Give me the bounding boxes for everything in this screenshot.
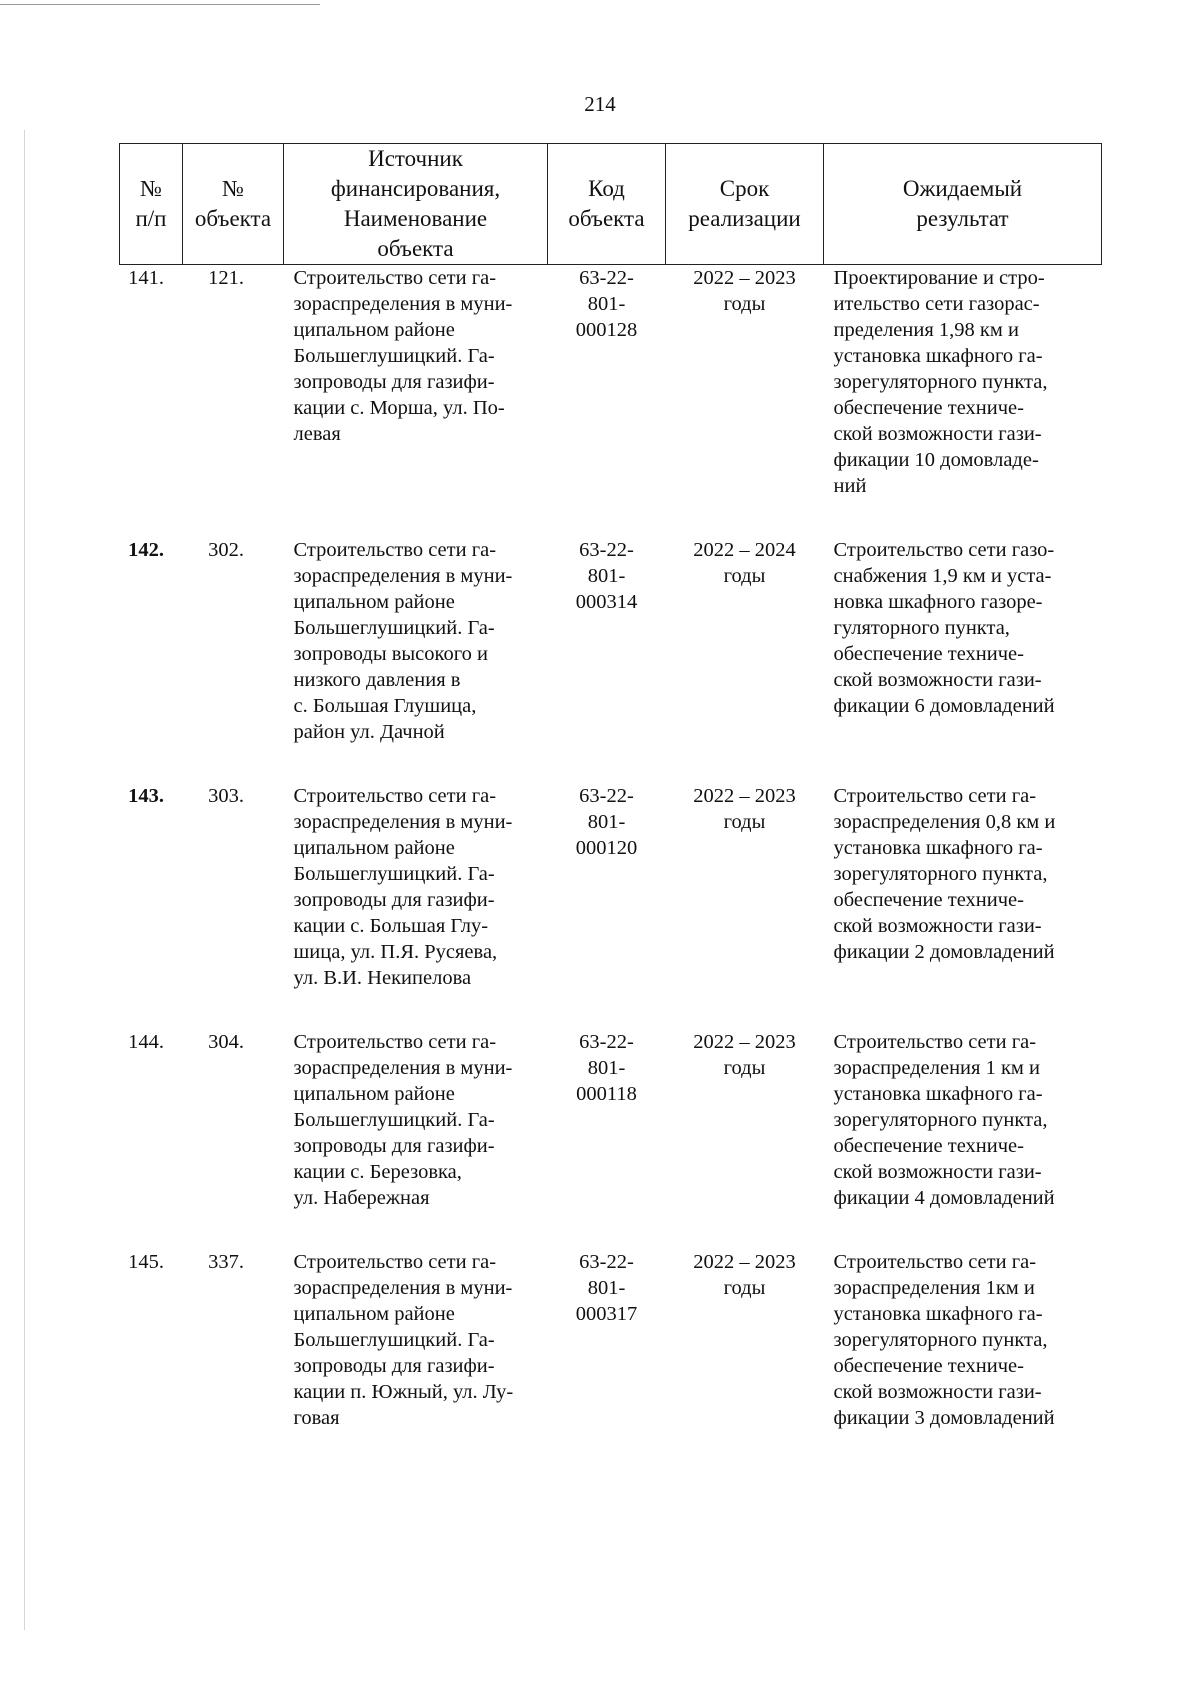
text-line: 63-22-: [579, 539, 634, 561]
text-line: 801-: [587, 1277, 626, 1299]
object-code-cell: [548, 783, 666, 1029]
text-line: ул. Набережная: [293, 1187, 430, 1209]
text-line: 000314: [575, 591, 638, 613]
investment-program-table: [119, 143, 1102, 1431]
text-line: зопроводы высокого и: [293, 643, 488, 665]
text-line: ул. В.И. Некипелова: [293, 967, 472, 989]
page-number: 214: [584, 92, 616, 116]
header-line: №: [140, 176, 162, 201]
header-line: объекта: [194, 206, 272, 231]
text-line: район ул. Дачной: [293, 721, 445, 743]
text-line: шица, ул. П.Я. Русяева,: [293, 941, 498, 963]
text-line: 63-22-: [579, 1251, 634, 1273]
text-line: фикации 10 домовладе-: [833, 449, 1039, 471]
text-line: ний: [833, 475, 867, 497]
header-object-number: [183, 144, 284, 265]
period-cell: [666, 783, 824, 1029]
text-line: кации п. Южный, ул. Лу-: [293, 1381, 514, 1403]
object-number: 302.: [208, 539, 244, 561]
text-line: 63-22-: [579, 1031, 634, 1053]
text-line: 000128: [575, 319, 638, 341]
text-line: 2022 – 2023: [693, 785, 796, 807]
text-line: ципальном районе: [293, 1083, 455, 1105]
object-code-cell: [548, 537, 666, 783]
source-cell: [284, 1029, 548, 1249]
source-cell: [284, 537, 548, 783]
text-line: 000120: [575, 837, 638, 859]
text-line: ской возможности гази-: [833, 915, 1042, 937]
header-line: Срок: [719, 176, 770, 201]
table-row: [120, 265, 1102, 538]
header-row-number: [120, 144, 183, 265]
header-period: [666, 144, 824, 265]
table-header-row: [120, 144, 1102, 265]
period-cell: [666, 1029, 824, 1249]
text-line: 801-: [587, 1057, 626, 1079]
text-line: 801-: [587, 293, 626, 315]
text-line: Строительство сети га-: [833, 785, 1037, 807]
period-cell: [666, 265, 824, 538]
text-line: зораспределения в муни-: [293, 811, 513, 833]
table-row: [120, 1249, 1102, 1431]
text-line: Строительство сети га-: [833, 1251, 1037, 1273]
row-number: 142.: [128, 539, 164, 561]
row-number: 144.: [128, 1031, 164, 1053]
text-line: Большеглушицкий. Га-: [293, 617, 495, 639]
text-line: Большеглушицкий. Га-: [293, 1109, 495, 1131]
text-line: установка шкафного га-: [833, 1303, 1043, 1325]
header-line: п/п: [135, 206, 167, 231]
text-line: установка шкафного га-: [833, 837, 1043, 859]
result-cell: [824, 1249, 1102, 1431]
text-line: обеспечение техниче-: [833, 1135, 1024, 1157]
scan-margin-line: [24, 130, 25, 1630]
text-line: годы: [723, 1277, 766, 1299]
text-line: кации с. Березовка,: [293, 1161, 462, 1183]
header-line: Ожидаемый: [902, 176, 1023, 201]
source-cell: [284, 1249, 548, 1431]
text-line: установка шкафного га-: [833, 1083, 1043, 1105]
period-cell: [666, 1249, 824, 1431]
text-line: 801-: [587, 811, 626, 833]
text-line: ской возможности гази-: [833, 423, 1042, 445]
header-line: Код: [588, 176, 625, 201]
row-number: 143.: [128, 785, 164, 807]
source-cell: [284, 265, 548, 538]
text-line: Строительство сети га-: [833, 1031, 1037, 1053]
result-cell: [824, 783, 1102, 1029]
text-line: Проектирование и стро-: [833, 267, 1045, 289]
table-row: [120, 783, 1102, 1029]
source-cell: [284, 783, 548, 1029]
result-cell: [824, 265, 1102, 538]
text-line: ской возможности гази-: [833, 669, 1042, 691]
text-line: фикации 4 домовладений: [833, 1187, 1055, 1209]
text-line: зораспределения в муни-: [293, 1057, 513, 1079]
text-line: зораспределения 1 км и: [833, 1057, 1040, 1079]
header-object-code: [548, 144, 666, 265]
object-number: 304.: [208, 1031, 244, 1053]
scan-edge-line: [0, 4, 320, 5]
text-line: зорегуляторного пункта,: [833, 1109, 1048, 1131]
object-number: 303.: [208, 785, 244, 807]
text-line: 000317: [575, 1303, 638, 1325]
text-line: обеспечение техниче-: [833, 889, 1024, 911]
text-line: зораспределения в муни-: [293, 293, 513, 315]
text-line: зорегуляторного пункта,: [833, 371, 1048, 393]
text-line: Строительство сети га-: [293, 785, 497, 807]
object-code-cell: [548, 1249, 666, 1431]
text-line: 2022 – 2023: [693, 1251, 796, 1273]
text-line: с. Большая Глушица,: [293, 695, 477, 717]
text-line: зорегуляторного пункта,: [833, 1329, 1048, 1351]
text-line: ской возможности гази-: [833, 1161, 1042, 1183]
text-line: Строительство сети га-: [293, 539, 497, 561]
text-line: 000118: [576, 1083, 637, 1105]
text-line: ительство сети газорас-: [833, 293, 1040, 315]
text-line: зорегуляторного пункта,: [833, 863, 1048, 885]
text-line: годы: [723, 1057, 766, 1079]
text-line: левая: [293, 423, 341, 445]
header-line: финансирования,: [330, 176, 501, 201]
object-code-cell: [548, 265, 666, 538]
text-line: обеспечение техниче-: [833, 1355, 1024, 1377]
result-cell: [824, 1029, 1102, 1249]
text-line: кации с. Большая Глу-: [293, 915, 489, 937]
header-line: Источник: [368, 146, 463, 171]
text-line: зораспределения 1км и: [833, 1277, 1035, 1299]
text-line: 2022 – 2023: [693, 1031, 796, 1053]
text-line: обеспечение техниче-: [833, 643, 1024, 665]
text-line: годы: [723, 565, 766, 587]
row-number: 141.: [128, 267, 164, 289]
text-line: 2022 – 2023: [693, 267, 796, 289]
text-line: пределения 1,98 км и: [833, 319, 1019, 341]
header-line: результат: [916, 206, 1009, 231]
text-line: зопроводы для газифи-: [293, 1135, 495, 1157]
text-line: обеспечение техниче-: [833, 397, 1024, 419]
text-line: фикации 3 домовладений: [833, 1407, 1055, 1429]
text-line: зопроводы для газифи-: [293, 889, 495, 911]
header-expected-result: [824, 144, 1102, 265]
text-line: 63-22-: [579, 785, 634, 807]
text-line: зораспределения в муни-: [293, 1277, 513, 1299]
text-line: снабжения 1,9 км и уста-: [833, 565, 1052, 587]
text-line: 801-: [587, 565, 626, 587]
text-line: низкого давления в: [293, 669, 461, 691]
period-cell: [666, 537, 824, 783]
text-line: 63-22-: [579, 267, 634, 289]
text-line: фикации 6 домовладений: [833, 695, 1055, 717]
table-row: [120, 537, 1102, 783]
text-line: зораспределения 0,8 км и: [833, 811, 1056, 833]
text-line: ской возможности гази-: [833, 1381, 1042, 1403]
header-line: №: [222, 176, 244, 201]
text-line: Строительство сети газо-: [833, 539, 1055, 561]
text-line: установка шкафного га-: [833, 345, 1043, 367]
header-line: реализации: [688, 206, 801, 231]
text-line: Большеглушицкий. Га-: [293, 345, 495, 367]
text-line: Строительство сети га-: [293, 267, 497, 289]
text-line: 2022 – 2024: [693, 539, 796, 561]
text-line: гуляторного пункта,: [833, 617, 1010, 639]
text-line: фикации 2 домовладений: [833, 941, 1055, 963]
object-number: 337.: [208, 1251, 244, 1273]
text-line: зопроводы для газифи-: [293, 1355, 495, 1377]
header-line: Наименование: [343, 206, 488, 231]
text-line: ципальном районе: [293, 837, 455, 859]
text-line: ципальном районе: [293, 591, 455, 613]
text-line: ципальном районе: [293, 1303, 455, 1325]
object-code-cell: [548, 1029, 666, 1249]
header-source: [284, 144, 548, 265]
header-line: объекта: [377, 236, 454, 261]
text-line: ципальном районе: [293, 319, 455, 341]
text-line: годы: [723, 293, 766, 315]
row-number: 145.: [128, 1251, 164, 1273]
table-row: [120, 1029, 1102, 1249]
text-line: Строительство сети га-: [293, 1031, 497, 1053]
text-line: кации с. Морша, ул. По-: [293, 397, 505, 419]
header-line: объекта: [568, 206, 645, 231]
text-line: новка шкафного газоре-: [833, 591, 1043, 613]
text-line: Большеглушицкий. Га-: [293, 1329, 495, 1351]
text-line: зораспределения в муни-: [293, 565, 513, 587]
text-line: говая: [293, 1407, 340, 1429]
text-line: годы: [723, 811, 766, 833]
result-cell: [824, 537, 1102, 783]
text-line: Строительство сети га-: [293, 1251, 497, 1273]
text-line: Большеглушицкий. Га-: [293, 863, 495, 885]
object-number: 121.: [208, 267, 244, 289]
text-line: зопроводы для газифи-: [293, 371, 495, 393]
